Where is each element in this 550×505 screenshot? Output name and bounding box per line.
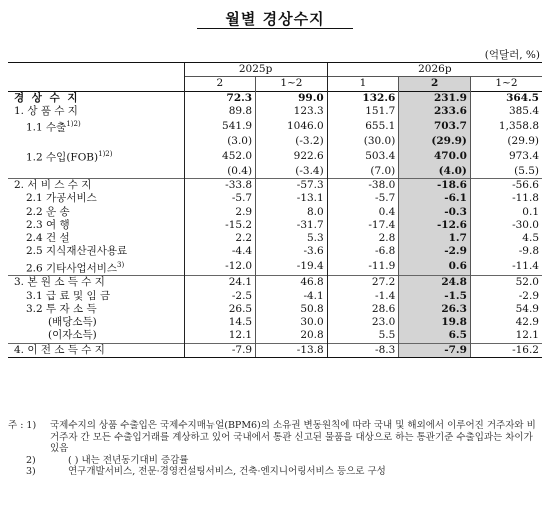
row-label	[8, 329, 184, 343]
row-label	[8, 105, 184, 118]
header-col: 1~2	[256, 77, 328, 91]
table-row	[8, 259, 542, 276]
row-label-text: 2.6 기타사업서비스	[26, 262, 118, 275]
table-cell: 132.6	[327, 91, 399, 105]
row-label	[8, 289, 184, 302]
table-cell: 503.4	[327, 148, 399, 165]
table-cell: -6.8	[327, 245, 399, 258]
table-row	[8, 289, 542, 302]
table-cell: 233.6	[399, 105, 471, 118]
row-label	[8, 276, 184, 290]
row-label	[8, 343, 184, 357]
row-label	[8, 303, 184, 316]
row-label-text: 2.3 여 행	[26, 218, 70, 231]
table-cell: -7.9	[399, 343, 471, 357]
row-label-text: (배당소득)	[48, 316, 97, 329]
table-cell: (7.0)	[327, 164, 399, 178]
table-cell: 8.0	[256, 205, 328, 218]
table-cell: (4.0)	[399, 164, 471, 178]
table-cell: -56.6	[470, 178, 542, 192]
row-label-text: 3. 본 원 소 득 수 지	[14, 276, 105, 289]
table-cell: 2.8	[327, 232, 399, 245]
table-cell: 42.9	[470, 316, 542, 329]
table-cell: 46.8	[256, 276, 328, 290]
table-cell: 5.3	[256, 232, 328, 245]
row-label	[8, 135, 184, 148]
table-cell: 703.7	[399, 118, 471, 135]
footnote-item	[8, 466, 542, 478]
row-label	[8, 259, 184, 276]
table-cell: 30.0	[256, 316, 328, 329]
table-cell: 50.8	[256, 303, 328, 316]
table-cell: 23.0	[327, 316, 399, 329]
row-label-text: 3.1 급 료 및 임 금	[26, 289, 111, 302]
table-cell: 14.5	[184, 316, 256, 329]
footnote-mark: 2)	[26, 454, 36, 466]
row-label-text: 2.1 가공서비스	[26, 192, 97, 205]
table-cell: 89.8	[184, 105, 256, 118]
header-col: 1	[327, 77, 399, 91]
current-account-table	[8, 62, 542, 358]
header-col: 2	[399, 77, 471, 91]
table-cell: 0.1	[470, 205, 542, 218]
table-cell: 26.5	[184, 303, 256, 316]
table-cell: 922.6	[256, 148, 328, 165]
table-cell: -5.7	[327, 192, 399, 205]
table-cell: (0.4)	[184, 164, 256, 178]
table-cell: 24.8	[399, 276, 471, 290]
header-corner-2	[8, 77, 184, 91]
table-cell: (29.9)	[470, 135, 542, 148]
title-underline	[197, 28, 353, 29]
table-cell: -16.2	[470, 343, 542, 357]
table-row	[8, 276, 542, 290]
table-cell: -7.9	[184, 343, 256, 357]
table-row	[8, 316, 542, 329]
row-label-text: (이자소득)	[48, 329, 97, 342]
table-cell: 0.4	[327, 205, 399, 218]
table-row	[8, 205, 542, 218]
row-label	[8, 164, 184, 178]
table-cell: -30.0	[470, 219, 542, 232]
table-cell: 2.2	[184, 232, 256, 245]
table-cell: 99.0	[256, 91, 328, 105]
table-cell: 1046.0	[256, 118, 328, 135]
table-row	[8, 91, 542, 105]
table-cell: -1.5	[399, 289, 471, 302]
row-label-text: 1. 상 품 수 지	[14, 105, 78, 118]
table-cell: 24.1	[184, 276, 256, 290]
table-cell: -31.7	[256, 219, 328, 232]
footnote-marker: 1)2)	[66, 120, 81, 129]
table-row	[8, 118, 542, 135]
table-cell: 231.9	[399, 91, 471, 105]
table-row	[8, 164, 542, 178]
row-label	[8, 91, 184, 105]
table-cell: -2.5	[184, 289, 256, 302]
row-label-text: 4. 이 전 소 득 수 지	[14, 343, 105, 356]
table-cell: -33.8	[184, 178, 256, 192]
table-cell: -0.3	[399, 205, 471, 218]
table-cell: 541.9	[184, 118, 256, 135]
table-cell: 151.7	[327, 105, 399, 118]
header-group-2026: 2026p	[327, 63, 542, 77]
table-cell: -4.4	[184, 245, 256, 258]
table-cell: 2.9	[184, 205, 256, 218]
table-row	[8, 105, 542, 118]
table-cell: 5.5	[327, 329, 399, 343]
table-cell: 6.5	[399, 329, 471, 343]
row-label-text: 3.2 투 자 소 득	[26, 302, 97, 315]
table-cell: (30.0)	[327, 135, 399, 148]
row-label	[8, 118, 184, 135]
row-label-text: 2.5 지식재산권사용료	[26, 245, 128, 258]
table-cell: (3.0)	[184, 135, 256, 148]
table-row	[8, 135, 542, 148]
table-cell: -2.9	[399, 245, 471, 258]
table-cell: -11.9	[327, 259, 399, 276]
row-label	[8, 232, 184, 245]
footnote-item	[8, 455, 542, 467]
table-cell: -5.7	[184, 192, 256, 205]
table-row	[8, 329, 542, 343]
footnote-text: ( ) 내는 전년동기대비 증감률	[68, 454, 189, 466]
table-cell: -8.3	[327, 343, 399, 357]
row-label	[8, 192, 184, 205]
table-row	[8, 192, 542, 205]
table-cell: -3.6	[256, 245, 328, 258]
table-body	[8, 91, 542, 357]
table-cell: 452.0	[184, 148, 256, 165]
table-cell: 470.0	[399, 148, 471, 165]
footnote-marker: 3)	[117, 260, 125, 269]
table-cell: 364.5	[470, 91, 542, 105]
table-cell: 26.3	[399, 303, 471, 316]
table-cell: -18.6	[399, 178, 471, 192]
table-cell: (29.9)	[399, 135, 471, 148]
table-cell: -17.4	[327, 219, 399, 232]
row-label	[8, 205, 184, 218]
table-cell: 72.3	[184, 91, 256, 105]
row-label-text: 1.2 수입(FOB)	[26, 151, 99, 164]
table-cell: 1,358.8	[470, 118, 542, 135]
footnote-mark: 주 : 1)	[8, 420, 37, 431]
footnotes	[8, 420, 542, 478]
table-cell: 54.9	[470, 303, 542, 316]
footnote-mark: 3)	[26, 466, 36, 478]
row-label	[8, 245, 184, 258]
table-cell: 4.5	[470, 232, 542, 245]
row-label-text: 1.1 수출	[26, 121, 67, 134]
table-cell: -11.4	[470, 259, 542, 276]
table-cell: 123.3	[256, 105, 328, 118]
page-title: 월별 경상수지	[225, 10, 325, 28]
row-label	[8, 316, 184, 329]
table-cell: 20.8	[256, 329, 328, 343]
table-cell: -1.4	[327, 289, 399, 302]
table-cell: -13.1	[256, 192, 328, 205]
table-cell: -57.3	[256, 178, 328, 192]
table-cell: -4.1	[256, 289, 328, 302]
table-cell: 12.1	[184, 329, 256, 343]
table-cell: 0.6	[399, 259, 471, 276]
row-label	[8, 219, 184, 232]
footnote-marker: 1)2)	[98, 149, 113, 158]
table-cell: -11.8	[470, 192, 542, 205]
header-col: 2	[184, 77, 256, 91]
table-row	[8, 219, 542, 232]
table-cell: -12.6	[399, 219, 471, 232]
header-group-2025: 2025p	[184, 63, 327, 77]
table-row	[8, 303, 542, 316]
header-col: 1~2	[470, 77, 542, 91]
table-cell: -6.1	[399, 192, 471, 205]
table-cell: (-3.2)	[256, 135, 328, 148]
row-label-text: 2. 서 비 스 수 지	[14, 178, 92, 191]
table-cell: 1.7	[399, 232, 471, 245]
table-cell: -19.4	[256, 259, 328, 276]
table-cell: -15.2	[184, 219, 256, 232]
table-row	[8, 232, 542, 245]
row-label	[8, 148, 184, 165]
table-cell: -9.8	[470, 245, 542, 258]
table-cell: 19.8	[399, 316, 471, 329]
table-cell: 27.2	[327, 276, 399, 290]
row-label-text: 경 상 수 지	[14, 91, 80, 104]
table-cell: 385.4	[470, 105, 542, 118]
unit-label: (억달러, %)	[484, 49, 540, 61]
table-cell: -12.0	[184, 259, 256, 276]
footnote-text: 연구개발서비스, 전문·경영컨설팅서비스, 건축·엔지니어링서비스 등으로 구성	[68, 466, 386, 478]
table-row	[8, 343, 542, 357]
table-cell: -2.9	[470, 289, 542, 302]
table-cell: (-3.4)	[256, 164, 328, 178]
row-label-text: 2.2 운 송	[26, 205, 70, 218]
footnote-text: 국제수지의 상품 수출입은 국제수지매뉴얼(BPM6)의 소유권 변동원칙에 따라 국내 및 해외에서 이루어진 거주자와 비거주자 간 모든 수출입거래를 계상하고 있어 국내에서 통관 신고된 물품을 대상으로 하는 통관기준 수출입과는 차이가 있음	[50, 420, 536, 455]
table-cell: -13.8	[256, 343, 328, 357]
table-cell: 28.6	[327, 303, 399, 316]
table-cell: -38.0	[327, 178, 399, 192]
table-row	[8, 178, 542, 192]
row-label-text: 2.4 건 설	[26, 232, 70, 245]
row-label	[8, 178, 184, 192]
table-cell: 52.0	[470, 276, 542, 290]
table-cell: (5.5)	[470, 164, 542, 178]
table-cell: 973.4	[470, 148, 542, 165]
footnote-item	[8, 420, 542, 455]
header-corner	[8, 63, 184, 77]
table-row	[8, 148, 542, 165]
table-cell: 12.1	[470, 329, 542, 343]
table-row	[8, 245, 542, 258]
table-cell: 655.1	[327, 118, 399, 135]
